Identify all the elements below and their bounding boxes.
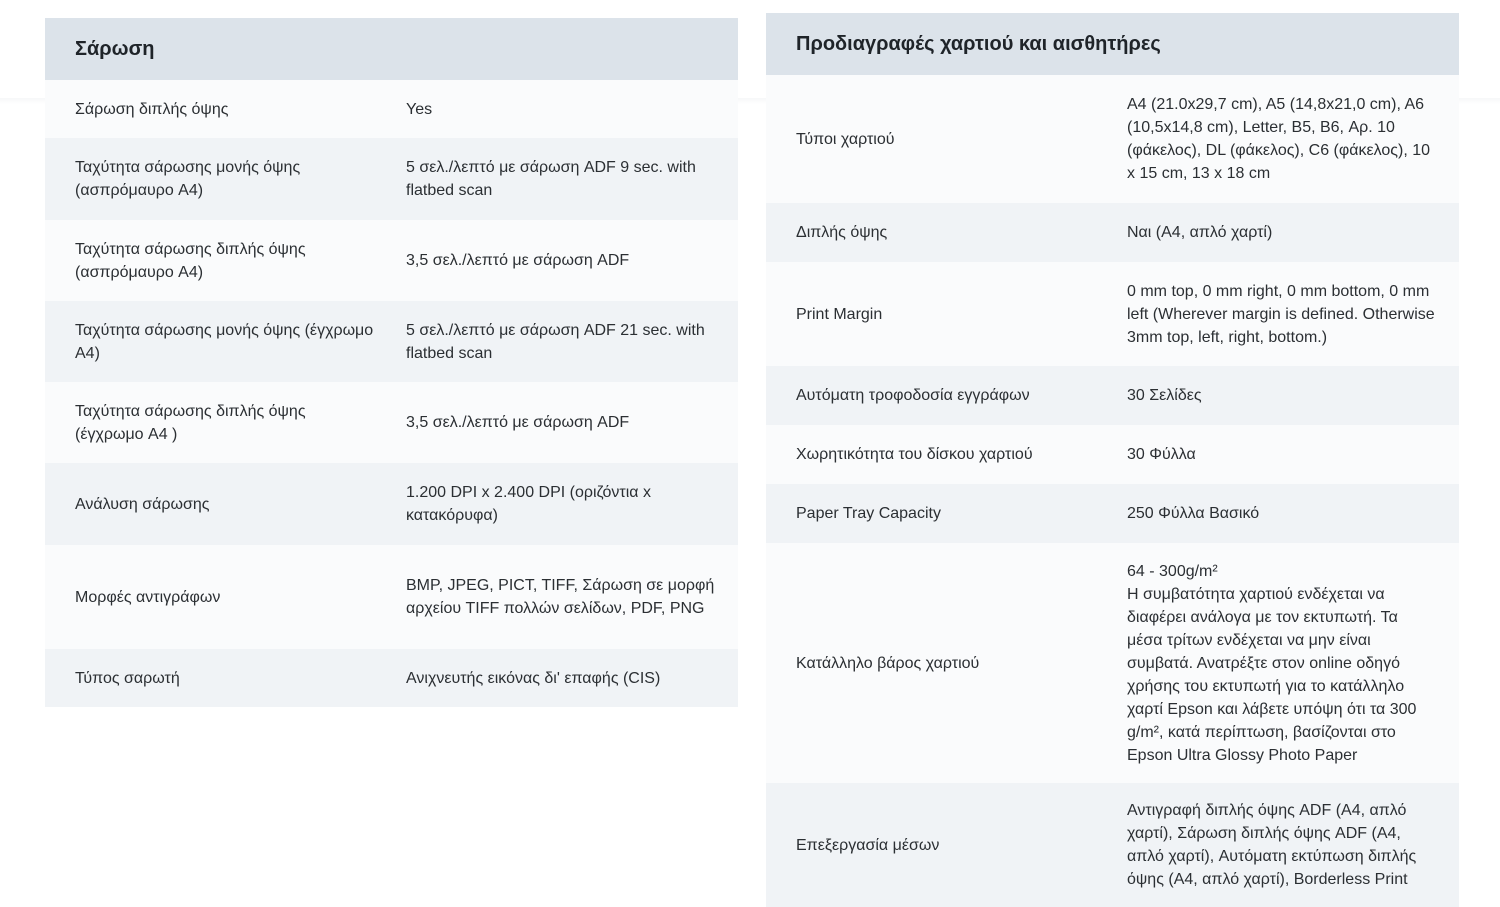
scan-table-title: Σάρωση <box>45 18 738 80</box>
table-row <box>766 543 1459 783</box>
table-row <box>45 138 738 220</box>
spec-value: Yes <box>406 100 433 118</box>
spec-value: Ναι (A4, απλό χαρτί) <box>1127 224 1273 241</box>
spec-label: Ταχύτητα σάρωσης διπλής όψης (ασπρόμαυρο A4) <box>75 240 306 281</box>
table-row <box>45 545 738 649</box>
spec-label: Ταχύτητα σάρωσης διπλής όψης (έγχρωμο A4 ) <box>75 402 306 443</box>
spec-label: Τύπος σαρωτή <box>75 669 180 687</box>
table-row <box>766 783 1459 907</box>
spec-value: 3,5 σελ./λεπτό με σάρωση ADF <box>406 414 630 431</box>
spec-label: Σάρωση διπλής όψης <box>75 100 229 118</box>
spec-value: 30 Φύλλα <box>1127 446 1196 463</box>
spec-value: A4 (21.0x29,7 cm), A5 (14,8x21,0 cm), A6 (10,5x14,8 cm), Letter, B5, B6, Αρ. 10 (φάκελος), DL (φάκελος), C6 (φάκελος), 10 x 15 cm, 13 x 18 cm <box>1127 96 1431 182</box>
paper-table-body <box>766 75 1459 907</box>
table-row <box>45 80 738 138</box>
spec-label: Επεξεργασία μέσων <box>796 836 940 854</box>
spec-label: Διπλής όψης <box>796 224 888 241</box>
paper-weight-range: 64 - 300g/m² <box>1127 562 1218 580</box>
table-row <box>45 649 738 707</box>
spec-label: Paper Tray Capacity <box>796 505 941 522</box>
paper-weight-note: Η συμβατότητα χαρτιού ενδέχεται να διαφέρει ανάλογα με τον εκτυπωτή. Τα μέσα τρίτων ενδέχεται να μην είναι συμβατά. Ανατρέξτε στον online οδηγό χρήσης του εκτυπωτή για το κατάλληλο χαρτί Epson και λάβετε υπόψη ότι τα 300 g/m², κατά περίπτωση, βασίζονται στο Epson Ultra Glossy Photo Paper <box>1127 585 1417 764</box>
spec-value: Ανιχνευτής εικόνας δι' επαφής (CIS) <box>406 669 661 687</box>
table-row <box>45 382 738 463</box>
spec-label: Ταχύτητα σάρωσης μονής όψης (ασπρόμαυρο A4) <box>75 159 301 199</box>
spec-label: Print Margin <box>796 305 883 323</box>
spec-value: 5 σελ./λεπτό με σάρωση ADF 9 sec. with flatbed scan <box>406 159 696 199</box>
table-row <box>766 262 1459 366</box>
spec-value: 30 Σελίδες <box>1127 387 1202 404</box>
spec-label: Ανάλυση σάρωσης <box>75 495 210 513</box>
table-row <box>766 425 1459 484</box>
table-row <box>766 203 1459 262</box>
table-row <box>45 220 738 301</box>
spec-label: Μορφές αντιγράφων <box>75 588 221 606</box>
spec-value: Αντιγραφή διπλής όψης ADF (A4, απλό χαρτί), Σάρωση διπλής όψης ADF (A4, απλό χαρτί), Αυτόματη εκτύπωση διπλής όψης (A4, απλό χαρτί), Borderless Print <box>1127 802 1417 888</box>
scan-table-body <box>45 80 738 707</box>
spec-label: Αυτόματη τροφοδοσία εγγράφων <box>796 387 1030 404</box>
spec-value <box>1097 560 1437 767</box>
spec-value: BMP, JPEG, PICT, TIFF, Σάρωση σε μορφή αρχείου TIFF πολλών σελίδων, PDF, PNG <box>406 577 715 617</box>
spec-value: 5 σελ./λεπτό με σάρωση ADF 21 sec. with flatbed scan <box>406 321 705 362</box>
paper-spec-table <box>766 13 1459 907</box>
table-row <box>45 301 738 382</box>
spec-value: 1.200 DPI x 2.400 DPI (οριζόντια x κατακόρυφα) <box>406 484 651 524</box>
table-row <box>45 463 738 545</box>
table-row <box>766 366 1459 425</box>
spec-label: Ταχύτητα σάρωσης μονής όψης (έγχρωμο A4) <box>75 321 374 362</box>
spec-label: Τύποι χαρτιού <box>796 130 895 148</box>
table-row <box>766 484 1459 543</box>
table-row <box>766 75 1459 203</box>
spec-value: 0 mm top, 0 mm right, 0 mm bottom, 0 mm left (Wherever margin is defined. Otherwise 3mm top, left, right, bottom.) <box>1127 282 1435 346</box>
paper-table-title: Προδιαγραφές χαρτιού και αισθητήρες <box>766 13 1459 75</box>
spec-value: 3,5 σελ./λεπτό με σάρωση ADF <box>406 252 630 269</box>
spec-value: 250 Φύλλα Βασικό <box>1127 505 1260 522</box>
spec-label: Χωρητικότητα του δίσκου χαρτιού <box>796 446 1033 463</box>
scan-spec-table <box>45 18 738 707</box>
spec-label: Κατάλληλο βάρος χαρτιού <box>796 654 980 672</box>
